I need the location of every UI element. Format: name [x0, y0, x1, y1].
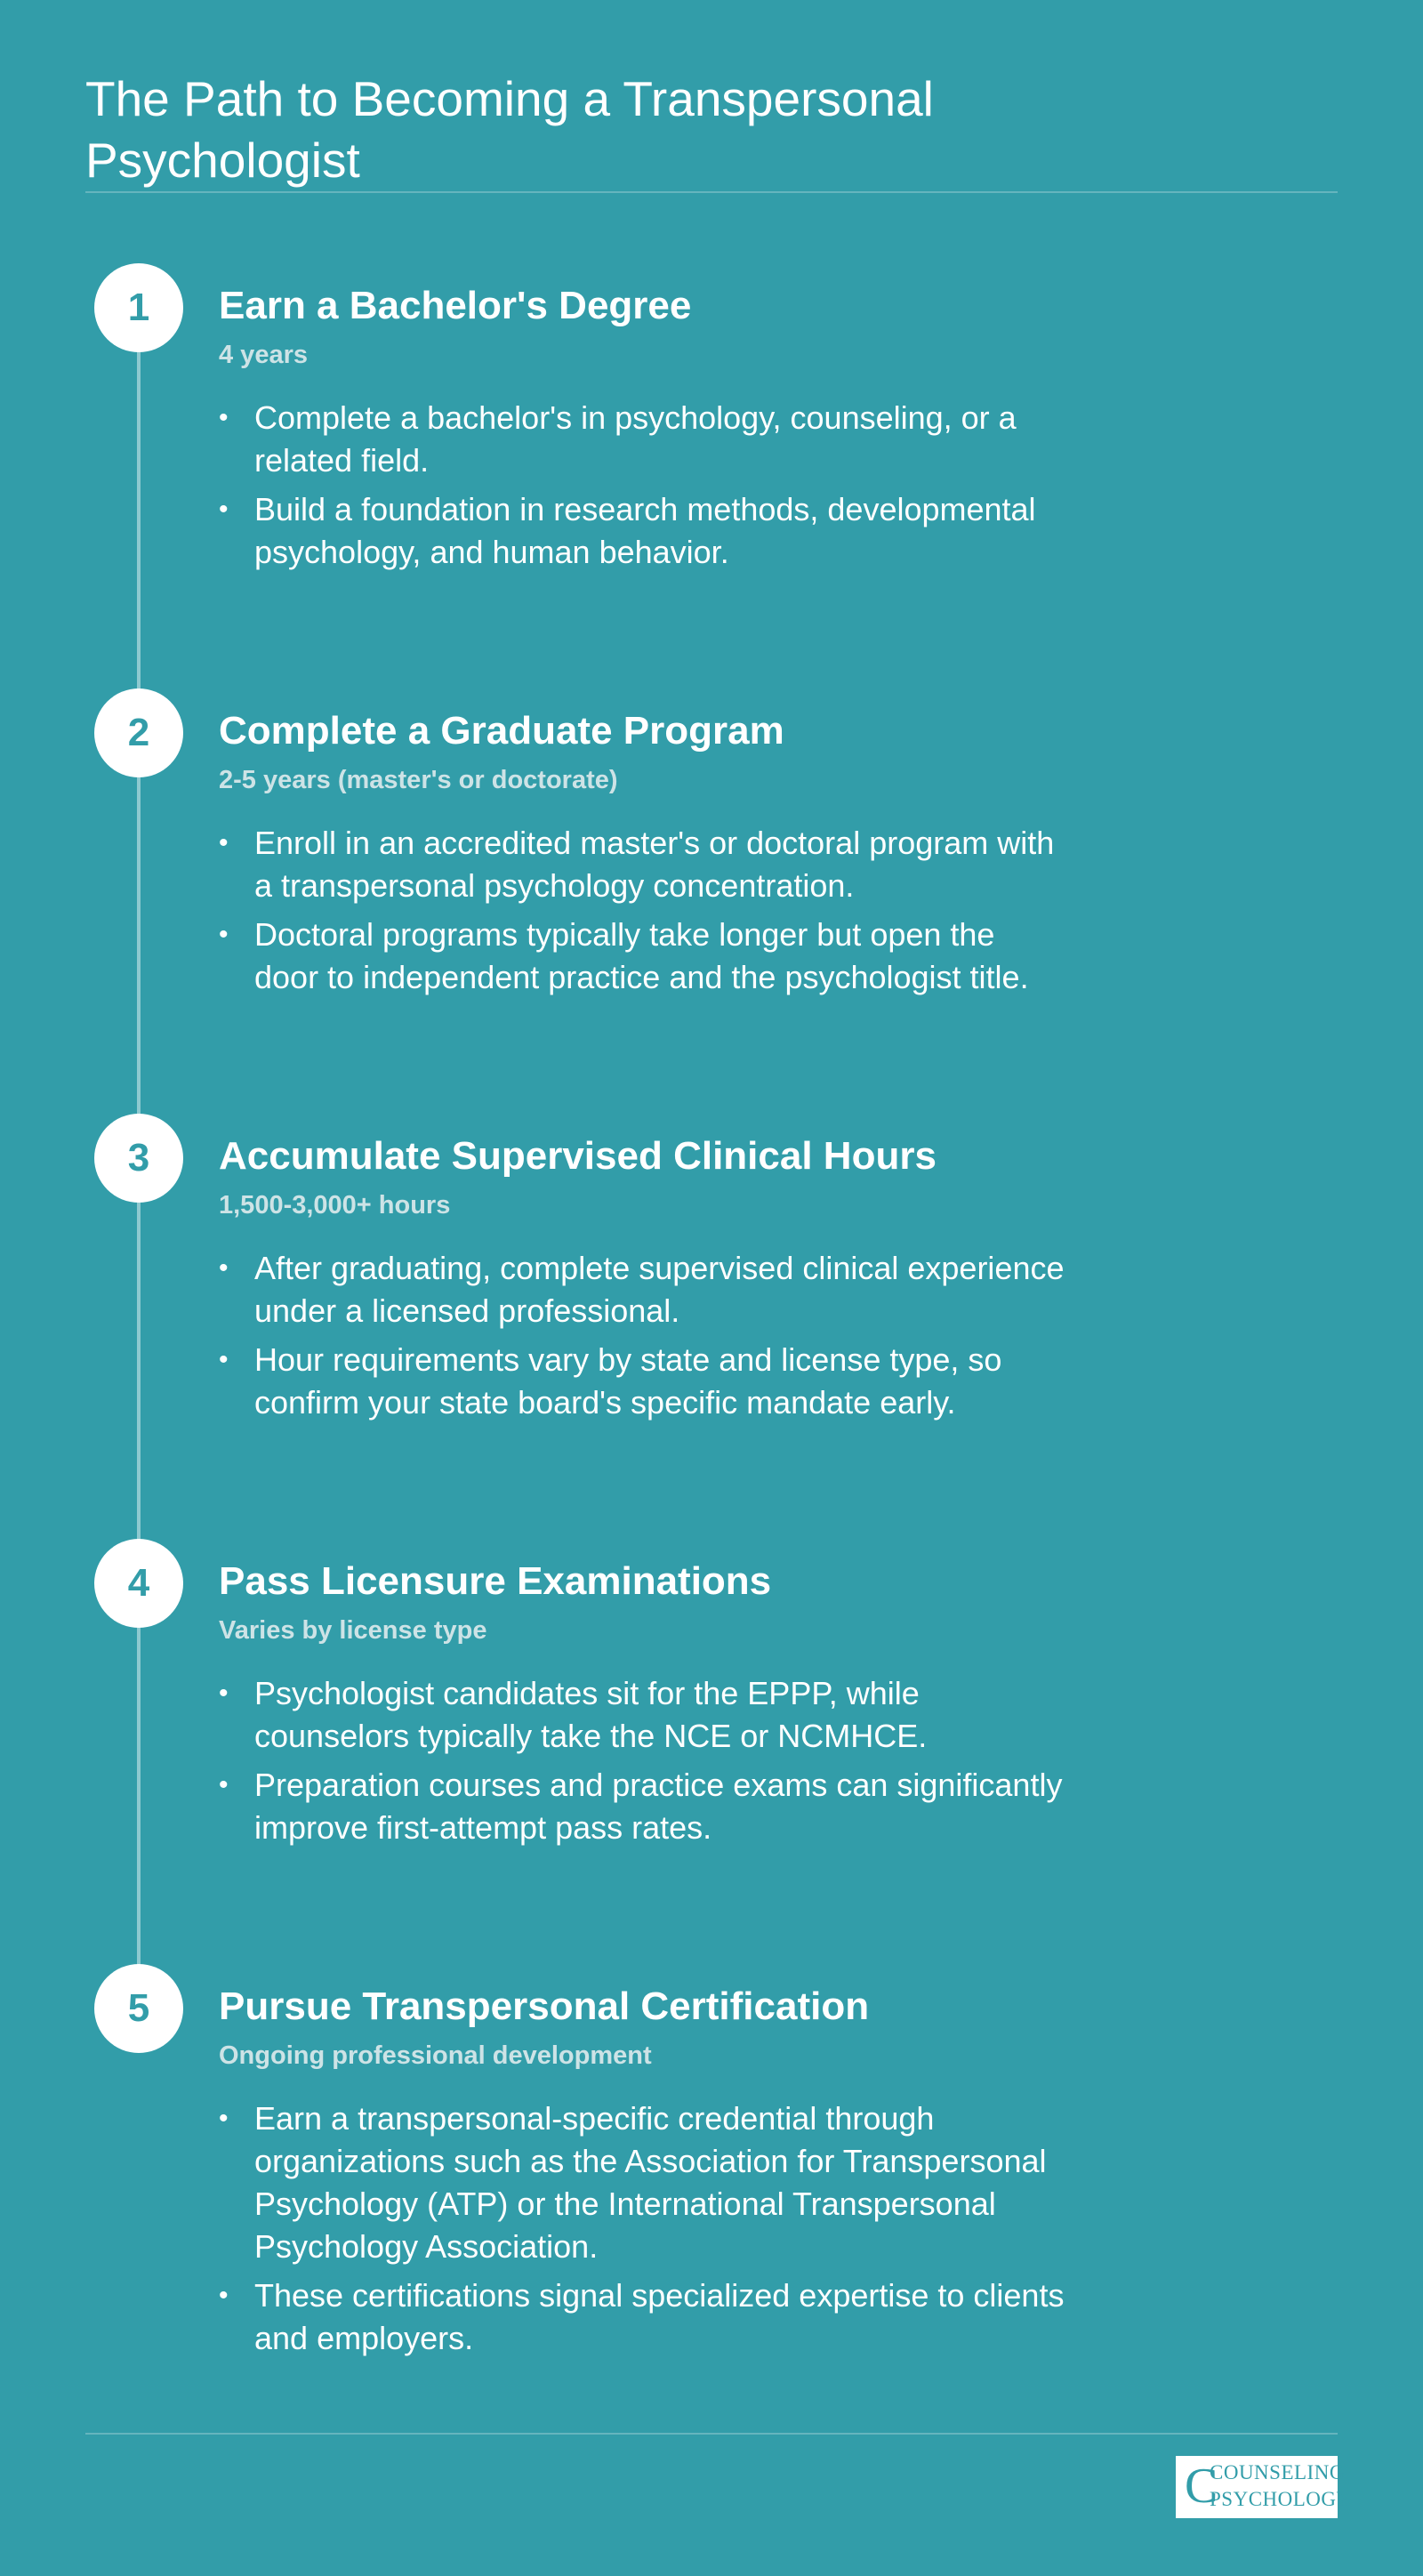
step-1: [0, 263, 1423, 637]
footer-divider: [85, 2433, 1338, 2435]
step-number-badge: 2: [94, 688, 183, 777]
step-title: Accumulate Supervised Clinical Hours: [219, 1134, 937, 1178]
step-3: [0, 1114, 1423, 1487]
header-divider: [85, 191, 1338, 193]
step-duration: 2-5 years (master's or doctorate): [219, 766, 618, 794]
step-bullet-list: [219, 822, 1064, 1005]
step-bullet-list: [219, 1247, 1081, 1430]
step-bullet: • Build a foundation in research methods, developmental psychology, and human behavior.: [219, 488, 1099, 574]
step-title: Pass Licensure Examinations: [219, 1559, 772, 1603]
step-bullet: • Doctoral programs typically take longer but open the door to independent practice and the psychologist title.: [219, 914, 1064, 999]
step-duration: Varies by license type: [219, 1616, 487, 1645]
step-title: Complete a Graduate Program: [219, 709, 784, 753]
step-title: Pursue Transpersonal Certification: [219, 1984, 870, 2028]
step-bullet-list: [219, 2097, 1108, 2366]
step-bullet: • Complete a bachelor's in psychology, counseling, or a related field.: [219, 397, 1099, 482]
step-number-badge: 1: [94, 263, 183, 352]
step-5: [0, 1964, 1423, 2356]
logo-text-line2: PSYCHOLOGY: [1210, 2488, 1352, 2510]
step-number-badge: 4: [94, 1539, 183, 1628]
logo-c-icon: C: [1185, 2459, 1218, 2514]
step-bullet-list: [219, 397, 1099, 580]
step-bullet: • Psychologist candidates sit for the EPPP, while counselors typically take the NCE or NCMHCE.: [219, 1672, 1064, 1758]
step-bullet: • Hour requirements vary by state and license type, so confirm your state board's specific mandate early.: [219, 1339, 1081, 1424]
step-duration: 1,500-3,000+ hours: [219, 1191, 451, 1220]
page-title: The Path to Becoming a Transpersonal Psychologist: [85, 70, 934, 188]
step-bullet: • Enroll in an accredited master's or doctoral program with a transpersonal psychology concentration.: [219, 822, 1064, 907]
step-duration: 4 years: [219, 341, 308, 369]
step-bullet: • Earn a transpersonal-specific credential through organizations such as the Association for Transpersonal Psychology (ATP) or the International Transpersonal Psychology Association.: [219, 2097, 1108, 2268]
step-4: [0, 1539, 1423, 1912]
step-bullet: • After graduating, complete supervised clinical experience under a licensed professional.: [219, 1247, 1081, 1332]
step-duration: Ongoing professional development: [219, 2041, 652, 2070]
step-bullet: • Preparation courses and practice exams can significantly improve first-attempt pass rates.: [219, 1764, 1064, 1849]
step-number-badge: 5: [94, 1964, 183, 2053]
step-bullet: • These certifications signal specialized expertise to clients and employers.: [219, 2274, 1108, 2360]
step-2: [0, 688, 1423, 1062]
counseling-psychology-logo: [1176, 2456, 1352, 2518]
step-number-badge: 3: [94, 1114, 183, 1203]
step-bullet-list: [219, 1672, 1064, 1856]
step-title: Earn a Bachelor's Degree: [219, 284, 692, 327]
logo-text-line1: COUNSELING: [1210, 2461, 1345, 2483]
